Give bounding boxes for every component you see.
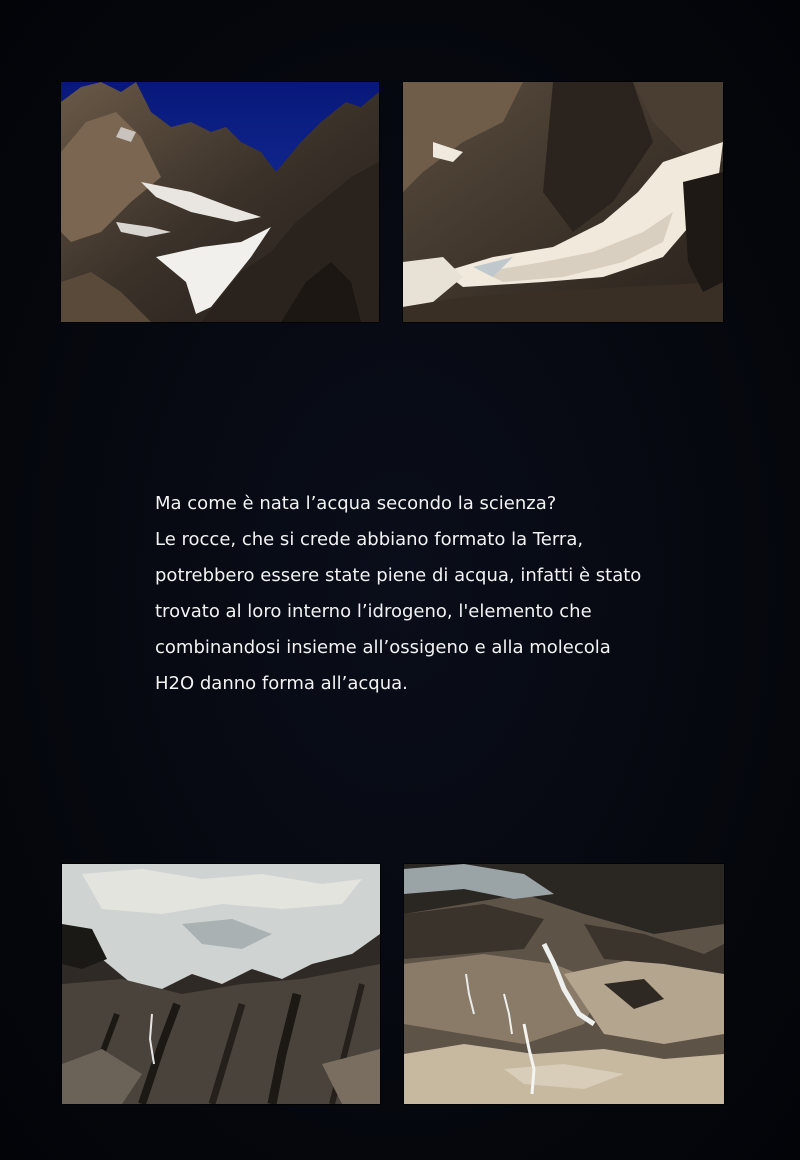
photo-glacier-ice-over-rock <box>62 864 380 1104</box>
photo-mountain-peaks <box>61 82 379 322</box>
text-line-2: Le rocce, che si crede abbiano formato la Terra, <box>155 529 584 550</box>
body-text <box>155 486 715 702</box>
text-line-4: trovato al loro interno l’idrogeno, l'elemento che <box>155 601 592 622</box>
photo-waterfall-rocks <box>404 864 724 1104</box>
text-line-3: potrebbero essere state piene di acqua, infatti è stato <box>155 565 642 586</box>
text-line-1: Ma come è nata l’acqua secondo la scienza? <box>155 493 557 514</box>
photo-glacier-rock-face <box>403 82 723 322</box>
text-line-6: H2O danno forma all’acqua. <box>155 673 408 694</box>
text-line-5: combinandosi insieme all’ossigeno e alla molecola <box>155 637 611 658</box>
